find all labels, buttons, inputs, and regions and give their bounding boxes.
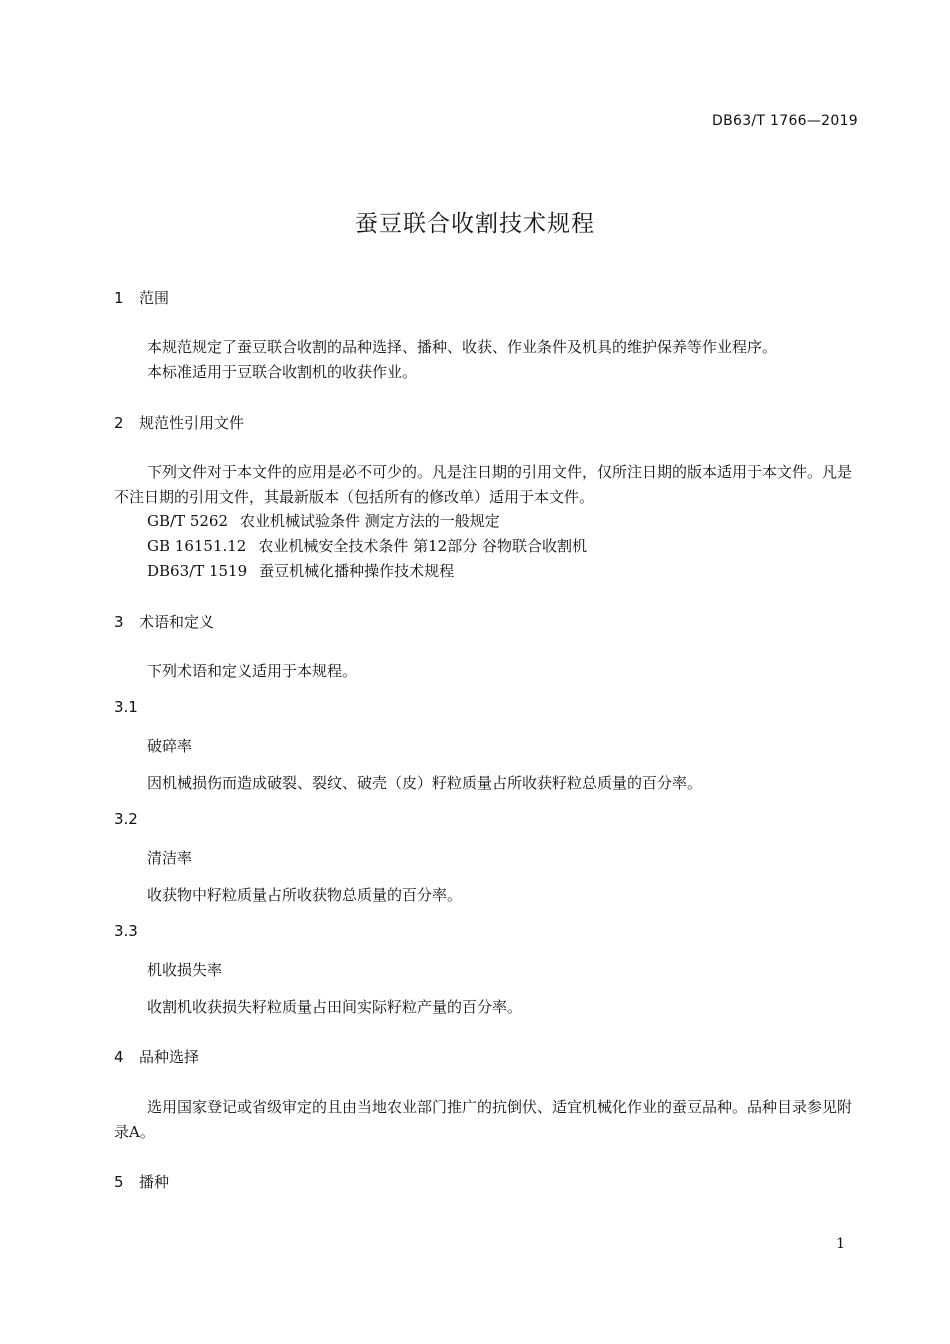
section-title: 范围	[139, 289, 170, 307]
term-definition: 因机械损伤而造成破裂、裂纹、破壳（皮）籽粒质量占所收获籽粒总质量的百分率。	[147, 774, 703, 792]
reference-item	[147, 560, 454, 581]
standard-code: DB63/T 1766—2019	[712, 113, 858, 129]
term-name: 清洁率	[147, 849, 193, 867]
reference-title: 农业机械安全技术条件 第12部分 谷物联合收割机	[258, 537, 587, 555]
reference-title: 蚕豆机械化播种操作技术规程	[259, 562, 455, 580]
section-title: 规范性引用文件	[139, 414, 245, 432]
paragraph: 选用国家登记或省级审定的且由当地农业部门推广的抗倒伏、适宜机械化作业的蚕豆品种。品种目录参见附录A。	[114, 1098, 853, 1141]
section-1-heading	[114, 287, 169, 308]
subsection-number: 3.3	[114, 922, 138, 940]
section-number: 5	[114, 1173, 124, 1191]
section-2-heading	[114, 412, 244, 433]
reference-code: GB/T 5262	[147, 512, 229, 530]
paragraph: 本规范规定了蚕豆联合收割的品种选择、播种、收获、作业条件及机具的维护保养等作业程序。	[147, 338, 778, 356]
section-title: 术语和定义	[139, 613, 215, 631]
subsection-number: 3.2	[114, 810, 138, 828]
subsection-number: 3.1	[114, 698, 138, 716]
term-name: 机收损失率	[147, 961, 223, 979]
section-3-heading	[114, 611, 214, 632]
term-definition: 收获物中籽粒质量占所收获物总质量的百分率。	[147, 886, 463, 904]
paragraph: 下列术语和定义适用于本规程。	[147, 662, 358, 680]
paragraph: 本标准适用于豆联合收割机的收获作业。	[147, 363, 418, 381]
term-definition: 收割机收获损失籽粒质量占田间实际籽粒产量的百分率。	[147, 998, 523, 1016]
reference-item	[147, 510, 500, 531]
section-number: 2	[114, 414, 124, 432]
reference-item	[147, 535, 587, 556]
reference-code: GB 16151.12	[147, 537, 247, 555]
section-number: 4	[114, 1048, 124, 1066]
section-number: 1	[114, 289, 124, 307]
section-4-heading	[114, 1046, 199, 1067]
reference-title: 农业机械试验条件 测定方法的一般规定	[240, 512, 500, 530]
section-number: 3	[114, 613, 124, 631]
paragraph: 下列文件对于本文件的应用是必不可少的。凡是注日期的引用文件，仅所注日期的版本适用于本文件。凡是不注日期的引用文件，其最新版本（包括所有的修改单）适用于本文件。	[114, 463, 853, 506]
page-number: 1	[836, 1236, 845, 1252]
section-5-heading	[114, 1171, 169, 1192]
term-name: 破碎率	[147, 737, 193, 755]
section-title: 品种选择	[139, 1048, 200, 1066]
document-title: 蚕豆联合收割技术规程	[355, 211, 595, 237]
section-title: 播种	[139, 1173, 170, 1191]
reference-code: DB63/T 1519	[147, 562, 248, 580]
